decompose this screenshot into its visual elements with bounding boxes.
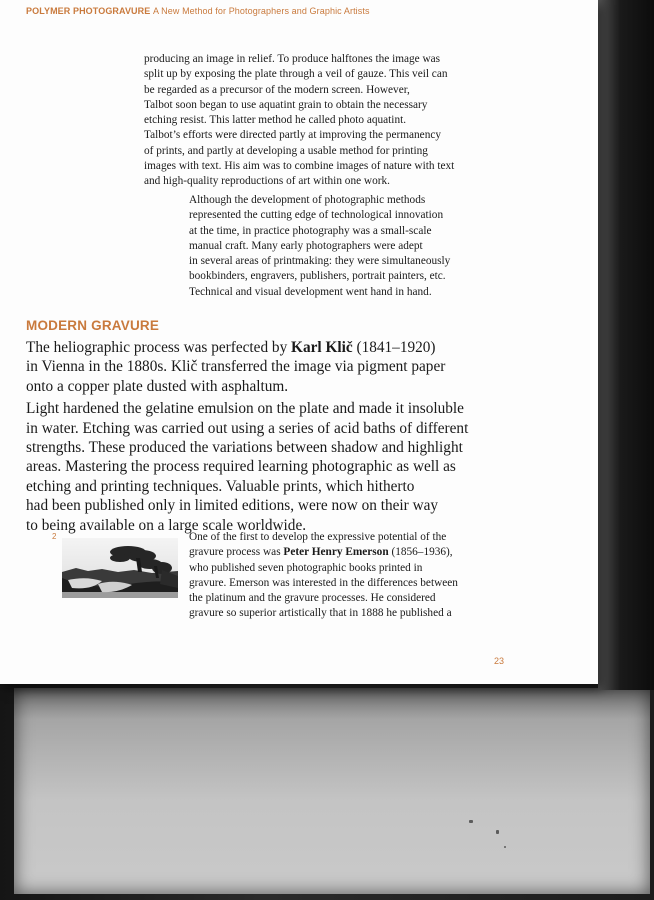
quote-line: bookbinders, engravers, publishers, portrait painters, etc. bbox=[189, 270, 446, 283]
body-line: had been published only in limited editions, were now on their way bbox=[26, 497, 439, 515]
emerson-line: gravure so superior artistically that in 1888 he published a bbox=[189, 607, 452, 620]
running-head-subtitle: A New Method for Photographers and Graphic Artists bbox=[152, 6, 370, 16]
emerson-line: One of the first to develop the expressive potential of the bbox=[189, 531, 447, 543]
quote-line: represented the cutting edge of technological innovation bbox=[189, 209, 444, 222]
quote-line: at the time, in practice photography was a small-scale bbox=[189, 224, 432, 237]
book-spine bbox=[598, 0, 654, 690]
body-line: to being available on a large scale worldwide. bbox=[26, 516, 307, 534]
body-text-fragment: The heliographic process was perfected by bbox=[26, 339, 292, 356]
gravure-photo-thumbnail bbox=[62, 538, 178, 598]
intro-line: and high-quality reproductions of art within one work. bbox=[144, 175, 390, 188]
emerson-text-fragment: gravure process was bbox=[189, 546, 284, 559]
quote-line: Although the development of photographic methods bbox=[189, 194, 426, 206]
body-line: Light hardened the gelatine emulsion on the plate and made it insoluble bbox=[26, 400, 464, 418]
quote-line: Technical and visual development went hand in hand. bbox=[189, 285, 432, 298]
intro-line: Talbot soon began to use aquatint grain to obtain the necessary bbox=[144, 98, 428, 111]
body-text-fragment: (1841–1920) bbox=[352, 339, 436, 356]
running-head-title: POLYMER PHOTOGRAVURE bbox=[26, 6, 151, 16]
emerson-line: gravure. Emerson was interested in the differences between bbox=[189, 576, 458, 589]
name-peter-henry-emerson: Peter Henry Emerson bbox=[283, 546, 389, 559]
body-line bbox=[26, 338, 496, 357]
body-line: areas. Mastering the process required learning photographic as well as bbox=[26, 458, 456, 476]
landscape-illustration bbox=[62, 538, 178, 598]
emerson-line bbox=[189, 545, 505, 560]
emerson-text-fragment: (1856–1936), bbox=[388, 546, 453, 559]
page-number: 23 bbox=[494, 656, 505, 666]
intro-line: etching resist. This latter method he called photo aquatint. bbox=[144, 114, 407, 127]
running-head bbox=[26, 6, 370, 16]
body-line: in Vienna in the 1880s. Klič transferred the image via pigment paper bbox=[26, 358, 446, 376]
body-line: strengths. These produced the variations between shadow and highlight bbox=[26, 439, 463, 457]
section-heading: MODERN GRAVURE bbox=[26, 318, 160, 333]
body-text bbox=[26, 338, 496, 538]
intro-line: images with text. His aim was to combine images of nature with text bbox=[144, 160, 455, 173]
intro-line: split up by exposing the plate through a veil of gauze. This veil can bbox=[144, 68, 448, 81]
intro-line: Talbot’s efforts were directed partly at improving the permanency bbox=[144, 129, 442, 142]
emerson-line: the platinum and the gravure processes. He considered bbox=[189, 592, 436, 605]
emerson-line: who published seven photographic books printed in bbox=[189, 561, 423, 574]
figure-number: 2 bbox=[52, 532, 57, 541]
name-karl-klic: Karl Klič bbox=[291, 339, 353, 356]
emerson-paragraph bbox=[189, 530, 505, 622]
intro-line: be regarded as a precursor of the modern screen. However, bbox=[144, 83, 410, 96]
body-line: etching and printing techniques. Valuable prints, which hitherto bbox=[26, 477, 415, 495]
body-line: onto a copper plate dusted with asphaltum. bbox=[26, 377, 289, 395]
underlying-page bbox=[14, 688, 650, 894]
intro-paragraph bbox=[144, 52, 506, 190]
pull-quote bbox=[189, 193, 505, 300]
quote-line: in several areas of printmaking: they were simultaneously bbox=[189, 255, 451, 268]
body-paragraph-1 bbox=[26, 338, 496, 396]
body-paragraph-2 bbox=[26, 399, 496, 535]
body-line: in water. Etching was carried out using a series of acid baths of different bbox=[26, 419, 469, 437]
intro-line: producing an image in relief. To produce halftones the image was bbox=[144, 53, 441, 65]
intro-line: of prints, and partly at developing a usable method for printing bbox=[144, 144, 428, 157]
quote-line: manual craft. Many early photographers were adept bbox=[189, 239, 423, 252]
